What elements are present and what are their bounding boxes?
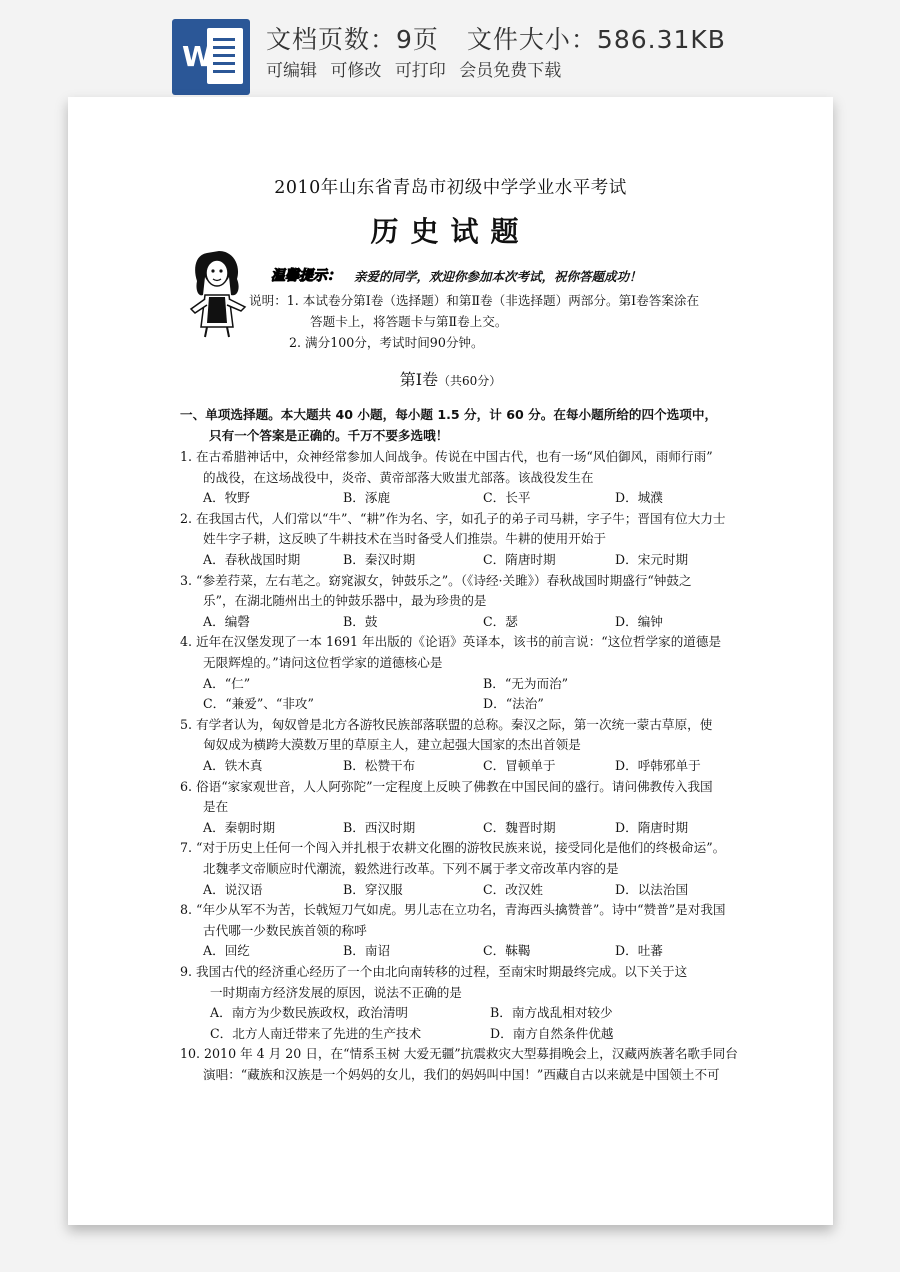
question-2-option-B: B．秦汉时期	[343, 552, 416, 567]
question-6-option-D: D．隋唐时期	[615, 819, 689, 835]
question-4-option-A: A．“仁”	[203, 675, 251, 691]
feature-list	[266, 56, 569, 81]
juan-title: 第Ⅰ卷	[399, 370, 439, 389]
tip-label: 温馨提示：	[271, 268, 341, 284]
section-title	[68, 367, 833, 390]
cartoon-girl-illustration	[185, 247, 253, 339]
question-2-option-D: D．宋元时期	[615, 552, 689, 567]
page-count: 文档页数：9页	[266, 25, 439, 54]
subject-title: 历史试题	[370, 215, 531, 248]
question-8-option-C: C．靺鞨	[483, 943, 531, 959]
file-size: 文件大小：586.31KB	[466, 25, 726, 54]
question-9-option-D: D．南方自然条件优越	[490, 1025, 614, 1041]
instructions-line-1: 一、单项选择题。本大题共 40 小题，每小题 1.5 分，计 60 分。在每小题所给的四个选项中，	[180, 407, 718, 422]
question-3-option-C: C．瑟	[483, 613, 518, 629]
instructions-line-2: 只有一个答案是正确的。千万不要多选哦！	[209, 428, 449, 443]
feature-editable: 可编辑	[266, 61, 317, 81]
question-3-line-1: 3. “参差荇菜，左右芼之。窈窕淑女，钟鼓乐之”。（《诗经·关雎》）春秋战国时期盛行“钟鼓之	[180, 572, 692, 588]
question-3-option-D: D．编钟	[615, 613, 663, 629]
word-letter: W	[182, 40, 213, 73]
question-8-option-A: A．回纥	[203, 943, 250, 959]
question-1-option-A: A．牧野	[203, 490, 250, 506]
question-7-line-1: 7. “对于历史上任何一个闯入并扎根于农耕文化圈的游牧民族来说，接受同化是他们的终极命运”。	[180, 840, 726, 856]
question-3-option-B: B．鼓	[343, 613, 378, 629]
question-7-option-C: C．改汉姓	[483, 881, 544, 897]
question-5-option-A: A．铁木真	[203, 758, 263, 773]
tip-text: 亲爱的同学，欢迎你参加本次考试，祝你答题成功！	[354, 269, 642, 284]
question-2-line-1: 2. 在我国古代，人们常以“牛”、“耕”作为名、字，如孔子的弟子司马耕，字子牛；晋国有位大力士	[180, 510, 726, 526]
question-6-line-2: 是在	[203, 799, 229, 815]
question-7-option-D: D．以法治国	[615, 881, 689, 897]
file-info	[266, 20, 754, 56]
question-4-line-1: 4. 近年在汉堡发现了一本 1691 年出版的《论语》英译本，该书的前言说：“这位哲学家的道德是	[180, 634, 722, 650]
question-7-option-A: A．说汉语	[203, 881, 263, 897]
question-1-line-1: 1. 在古希腊神话中，众神经常参加人间战争。传说在中国古代，也有一场“风伯御风，雨师行雨”	[180, 449, 713, 464]
question-9-option-C: C．北方人南迁带来了先进的生产技术	[210, 1025, 422, 1041]
question-4-option-B: B．“无为而治”	[483, 675, 569, 691]
question-5-option-C: C．冒顿单于	[483, 758, 556, 773]
question-4-option-C: C．“兼爱”、“非攻”	[203, 696, 314, 712]
question-6-line-1: 6. 俗语“家家观世音，人人阿弥陀”一定程度上反映了佛教在中国民间的盛行。请问佛教传入我国	[180, 778, 713, 794]
question-1-line-2: 的战役，在这场战役中，炎帝、黄帝部落大败蚩尤部落。该战役发生在	[203, 469, 594, 485]
question-5-option-B: B．松赞干布	[343, 758, 416, 773]
juan-score: （共60分）	[438, 374, 502, 388]
feature-download: 会员免费下载	[459, 61, 562, 81]
question-8-option-D: D．吐蕃	[615, 943, 663, 959]
question-5-line-2: 匈奴成为横跨大漠数万里的草原主人，建立起强大国家的杰出首领是	[203, 737, 581, 753]
question-6-option-C: C．魏晋时期	[483, 819, 556, 835]
header-banner	[0, 0, 900, 100]
question-9-option-B: B．南方战乱相对较少	[490, 1005, 613, 1021]
note-line-1: 说明：1. 本试卷分第Ⅰ卷（选择题）和第Ⅱ卷（非选择题）两部分。第Ⅰ卷答案涂在	[249, 293, 700, 308]
question-1-option-C: C．长平	[483, 490, 531, 506]
question-9-option-A: A．南方为少数民族政权，政治清明	[210, 1005, 409, 1021]
question-6-option-A: A．秦朝时期	[203, 819, 276, 835]
question-1-option-D: D．城濮	[615, 490, 663, 506]
document-page	[68, 97, 833, 1225]
question-10-line-2: 演唱：“藏族和汉族是一个妈妈的女儿，我们的妈妈叫中国！”西藏自古以来就是中国领土不可	[203, 1067, 720, 1082]
question-7-option-B: B．穿汉服	[343, 881, 403, 897]
question-1-option-B: B．涿鹿	[343, 490, 391, 506]
question-4-option-D: D．“法治”	[483, 696, 544, 712]
note-line-3: 2. 满分100分，考试时间90分钟。	[289, 335, 484, 350]
question-8-option-B: B．南诏	[343, 943, 391, 959]
question-5-option-D: D．呼韩邪单于	[615, 758, 701, 773]
question-2-option-C: C．隋唐时期	[483, 552, 556, 567]
word-document-icon	[172, 19, 250, 95]
feature-modifiable: 可修改	[330, 61, 382, 81]
question-5-line-1: 5. 有学者认为，匈奴曾是北方各游牧民族部落联盟的总称。秦汉之际，第一次统一蒙古草原，使	[180, 716, 713, 732]
feature-printable: 可打印	[394, 61, 446, 81]
question-3-line-2: 乐”，在湖北随州出土的钟鼓乐器中，最为珍贵的是	[203, 593, 487, 609]
question-2-option-A: A．春秋战国时期	[203, 552, 301, 567]
question-4-line-2: 无限辉煌的。”请问这位哲学家的道德核心是	[203, 655, 443, 670]
question-6-option-B: B．西汉时期	[343, 819, 416, 835]
note-line-2: 答题卡上，将答题卡与第Ⅱ卷上交。	[310, 314, 508, 329]
question-10-line-1: 10. 2010 年 4 月 20 日，在“情系玉树 大爱无疆”抗震救灾大型募捐晚会上，汉藏两族著名歌手同台	[180, 1046, 738, 1062]
question-7-line-2: 北魏孝文帝顺应时代潮流，毅然进行改革。下列不属于孝文帝改革内容的是	[203, 861, 619, 876]
question-3-option-A: A．编磬	[203, 613, 250, 629]
question-8-line-1: 8. “年少从军不为苦，长戟短刀气如虎。男儿志在立功名，青海西头擒赞普”。诗中“赞普”是对我国	[180, 902, 726, 918]
question-9-line-1: 9. 我国古代的经济重心经历了一个由北向南转移的过程，至南宋时期最终完成。以下关于这	[180, 964, 688, 979]
exam-title: 2010年山东省青岛市初级中学学业水平考试	[274, 178, 627, 198]
question-2-line-2: 姓牛字子耕，这反映了牛耕技术在当时备受人们推崇。牛耕的使用开始于	[203, 531, 606, 547]
question-9-line-2: 一时期南方经济发展的原因，说法不正确的是	[210, 984, 462, 1000]
question-8-line-2: 古代哪一少数民族首领的称呼	[203, 922, 367, 938]
